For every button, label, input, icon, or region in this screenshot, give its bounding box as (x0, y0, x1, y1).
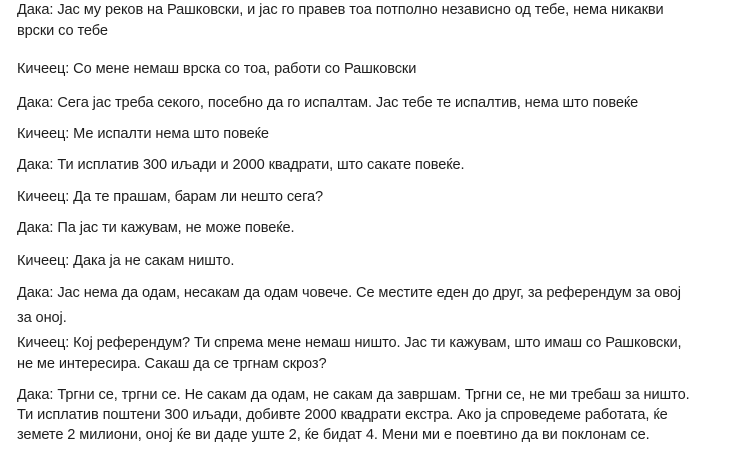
dialogue-paragraph (17, 124, 269, 144)
dialogue-paragraph (17, 385, 690, 445)
dialogue-paragraph (17, 93, 638, 113)
dialogue-line: Кичеец: Ме испалти нема што повеќе (17, 126, 269, 142)
dialogue-line: Кичеец: Со мене немаш врска со тоа, работи со Рашковски (17, 61, 417, 77)
dialogue-line: Дака: Јас му реков на Рашковски, и јас го правев тоа потполно независно од тебе, нема никакви (17, 2, 664, 18)
dialogue-line: Дака: Па јас ти кажувам, не може повеќе. (17, 220, 295, 236)
dialogue-line: не ме интересира. Сакаш да се тргнам скроз? (17, 356, 327, 372)
dialogue-line: земете 2 милиони, оној ќе ви даде уште 2, ќе бидат 4. Мени ми е поевтино да ви поклонам се. (17, 427, 650, 443)
dialogue-line: Дака: Ти исплатив 300 иљади и 2000 квадрати, што сакате повеќе. (17, 157, 465, 173)
dialogue-paragraph (17, 218, 295, 238)
dialogue-paragraph (17, 333, 681, 374)
dialogue-paragraph (17, 59, 416, 79)
dialogue-paragraph (17, 283, 681, 328)
dialogue-line: Кичеец: Кој референдум? Ти спрема мене немаш ништо. Јас ти кажувам, што имаш со Рашковски, (17, 335, 682, 351)
dialogue-line: Ти исплатив поштени 300 иљади, добивте 2000 квадрати екстра. Ако ја спроведеме работата, ќе (17, 407, 668, 423)
dialogue-line: Кичеец: Да те прашам, барам ли нешто сега? (17, 189, 324, 205)
dialogue-paragraph (17, 155, 465, 175)
dialogue-line: врски со тебе (17, 23, 108, 39)
dialogue-paragraph (17, 187, 323, 207)
dialogue-paragraph (17, 0, 664, 41)
dialogue-line: Дака: Тргни се, тргни се. Не сакам да одам, не сакам да завршам. Тргни се, не ми требаш за ништо. (17, 387, 690, 403)
dialogue-line: за оној. (17, 310, 67, 326)
dialogue-line: Дака: Сега јас треба секого, посебно да го испалтам. Јас тебе те испалтив, нема што повеќе (17, 95, 639, 111)
dialogue-line: Дака: Јас нема да одам, несакам да одам човече. Се местите еден до друг, за референдум за овој (17, 285, 681, 301)
dialogue-paragraph (17, 251, 234, 271)
dialogue-line: Кичеец: Дака ја не сакам ништо. (17, 253, 235, 269)
